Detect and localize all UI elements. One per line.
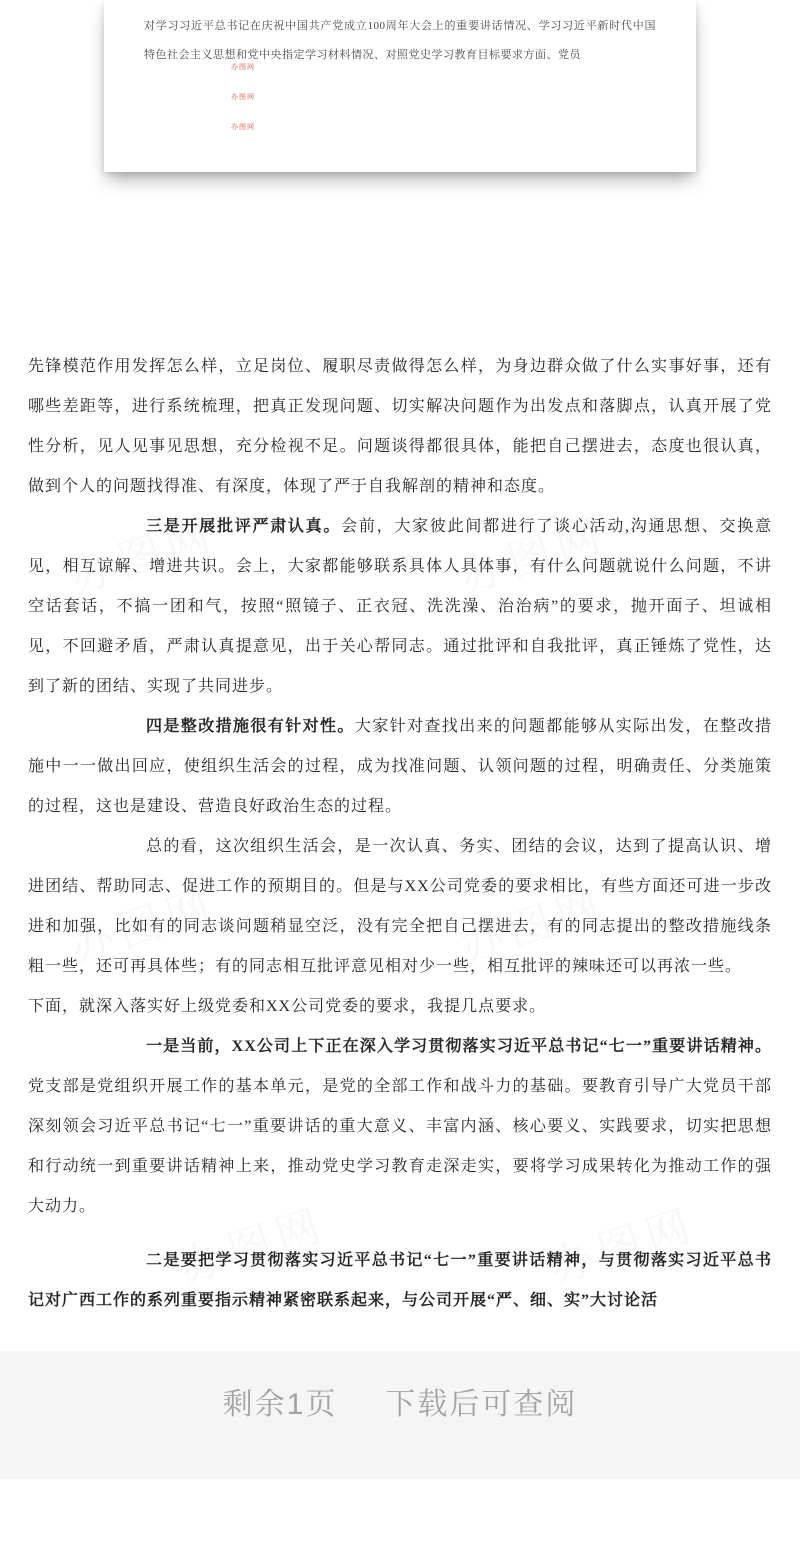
red-watermark-icon: 办图网 [231, 94, 255, 101]
paragraph-lead: 一是当前，XX公司上下正在深入学习贯彻落实习近平总书记“七一”重要讲话精神。 [146, 1038, 772, 1055]
paragraph-lead: 三是开展批评严肃认真。 [146, 518, 342, 535]
paragraph [28, 507, 772, 707]
paragraph [28, 987, 772, 1027]
red-watermark-icon: 办图网 [231, 124, 255, 131]
download-footer-bar[interactable] [0, 1351, 800, 1479]
download-hint-label: 下载后可查阅 [385, 1388, 578, 1421]
paragraph [28, 827, 772, 987]
red-watermark-icon: 办图网 [231, 64, 255, 71]
remaining-pages-label: 剩余1页 [222, 1388, 338, 1421]
paragraph [28, 1241, 772, 1321]
paragraph [28, 347, 772, 507]
document-body [28, 347, 772, 1321]
paragraph [28, 707, 772, 827]
paragraph [28, 1027, 772, 1227]
paragraph-text: 总的看，这次组织生活会，是一次认真、务实、团结的会议，达到了提高认识、增进团结、帮助同志、促进工作的预期目的。但是与XX公司党委的要求相比，有些方面还可进一步改进和加强，比如有的同志谈问题稍显空泛，没有完全把自己摆进去，有的同志提出的整改措施线条粗一些，还可再具体些；有的同志相互批评意见相对少一些，相互批评的辣味还可以再浓一些。 [28, 838, 772, 975]
paragraph-text: 下面，就深入落实好上级党委和XX公司党委的要求，我提几点要求。 [28, 998, 547, 1015]
paragraph-text: 党支部是党组织开展工作的基本单元，是党的全部工作和战斗力的基础。要教育引导广大党员干部深刻领会习近平总书记“七一”重要讲话的重大意义、丰富内涵、核心要义、实践要求，切实把思想和行动统一到重要讲话精神上来，推动党史学习教育走深走实，要将学习成果转化为推动工作的强大动力。 [28, 1078, 772, 1215]
paragraph-text: 大家针对查找出来的问题都能够从实际出发，在整改措施中一一做出回应，使组织生活会的过程，成为找准问题、认领问题的过程，明确责任、分类施策的过程，这也是建设、营造良好政治生态的过程。 [28, 718, 772, 815]
paragraph-lead: 二是要把学习贯彻落实习近平总书记“七一”重要讲话精神，与贯彻落实习近平总书记对广西工作的系列重要指示精神紧密联系起来，与公司开展“严、细、实”大讨论活 [28, 1252, 772, 1309]
paragraph-lead: 四是整改措施很有针对性。 [146, 718, 355, 735]
previous-page-card [104, 0, 696, 172]
paragraph-text: 会前，大家彼此间都进行了谈心活动,沟通思想、交换意见，相互谅解、增进共识。会上，大家都能够联系具体人具体事，有什么问题就说什么问题，不讲空话套话，不搞一团和气，按照“照镜子、正衣冠、洗洗澡、治治病”的要求，抛开面子、坦诚相见，不回避矛盾，严肃认真提意见，出于关心帮同志。通过批评和自我批评，真正锤炼了党性，达到了新的团结、实现了共同进步。 [28, 518, 772, 695]
previous-page-text: 对学习习近平总书记在庆祝中国共产党成立100周年大会上的重要讲话情况、学习习近平新时代中国特色社会主义思想和党中央指定学习材料情况、对照党史学习教育目标要求方面、党员 [144, 20, 656, 61]
paragraph-text: 先锋模范作用发挥怎么样，立足岗位、履职尽责做得怎么样，为身边群众做了什么实事好事，还有哪些差距等，进行系统梳理，把真正发现问题、切实解决问题作为出发点和落脚点，认真开展了党性分析，见人见事见思想，充分检视不足。问题谈得都很具体，能把自己摆进去，态度也很认真，做到个人的问题找得准、有深度，体现了严于自我解剖的精神和态度。 [28, 358, 772, 495]
